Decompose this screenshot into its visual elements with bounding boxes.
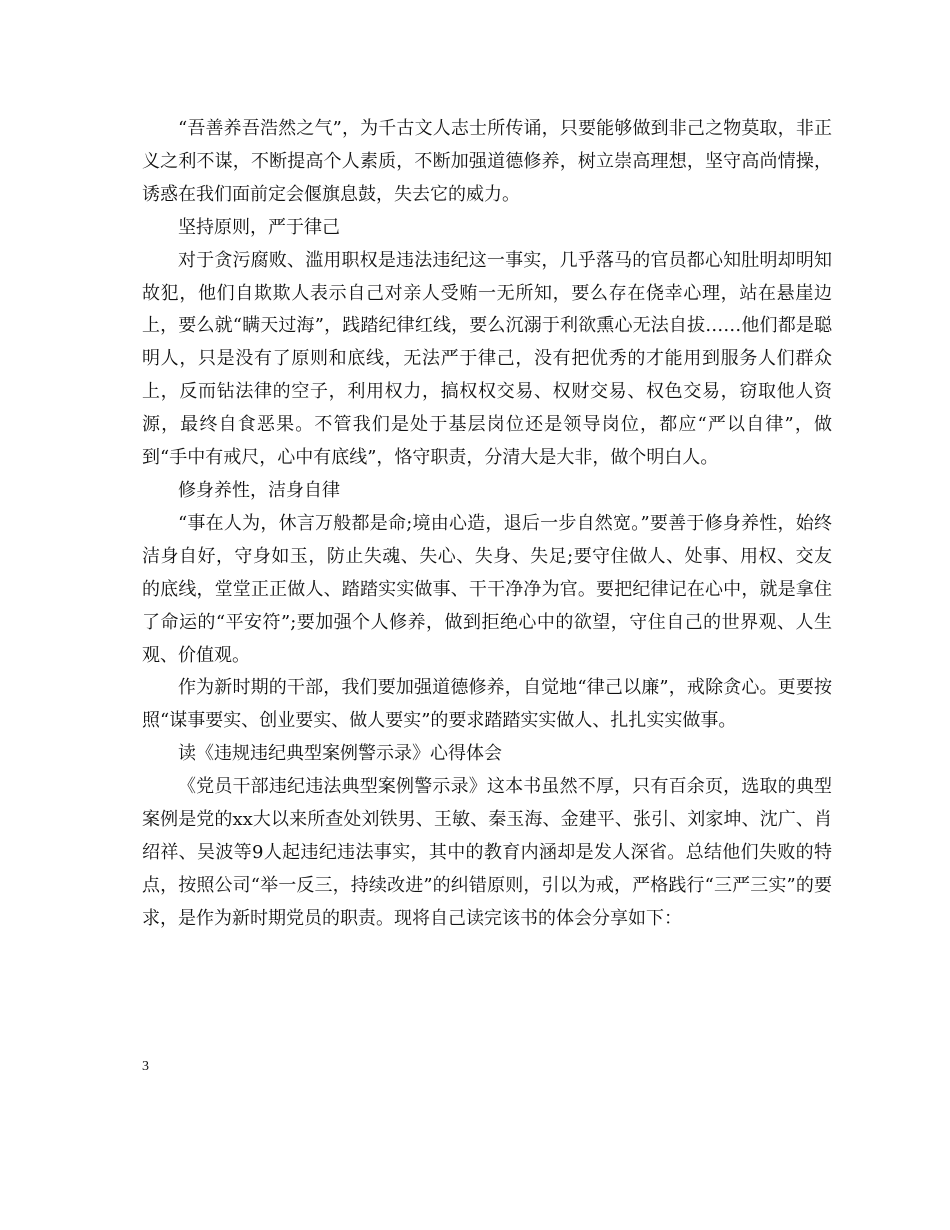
body-paragraph: “事在人为，休言万般都是命;境由心造，退后一步自然宽。”要善于修身养性，始终洁身自好，守身如玉，防止失魂、失心、失身、失足;要守住做人、处事、用权、交友的底线，堂堂正正做人、踏踏实实做事、干干净净为官。要把纪律记在心中，就是拿住了命运的“平安符”;要加强个人修养，做到拒绝心中的欲望，守住自己的世界观、人生观、价值观。 [142,512,832,666]
body-paragraph: 作为新时期的干部，我们要加强道德修养，自觉地“律己以廉”，戒除贪心。更要按照“谋事要实、创业要实、做人要实”的要求踏踏实实做人、扎扎实实做事。 [142,677,832,732]
document-body [142,113,832,936]
body-paragraph: 《党员干部违纪违法典型案例警示录》这本书虽然不厚，只有百余页，选取的典型案例是党的xx大以来所查处刘铁男、王敏、秦玉海、金建平、张引、刘家坤、沈广、肖绍祥、吴波等9人起违纪违法事实，其中的教育内涵却是发人深省。总结他们失败的特点，按照公司“举一反三，持续改进”的纠错原则，引以为戒，严格践行“三严三实”的要求，是作为新时期党员的职责。现将自己读完该书的体会分享如下： [142,776,832,929]
body-paragraph: “吾善养吾浩然之气”，为千古文人志士所传诵，只要能够做到非己之物莫取，非正义之利不谋，不断提高个人素质，不断加强道德修养，树立崇高理想，坚守高尚情操，诱惑在我们面前定会偃旗息鼓，失去它的威力。 [142,118,832,205]
body-paragraph: 对于贪污腐败、滥用职权是违法违纪这一事实，几乎落马的官员都心知肚明却明知故犯，他们自欺欺人表示自己对亲人受贿一无所知，要么存在侥幸心理，站在悬崖边上，要么就“瞒天过海”，践踏纪律红线，要么沉溺于利欲熏心无法自拔……他们都是聪明人，只是没有了原则和底线，无法严于律己，没有把优秀的才能用到服务人们群众上，反而钻法律的空子，利用权力，搞权权交易、权财交易、权色交易，窃取他人资源，最终自食恶果。不管我们是处于基层岗位还是领导岗位，都应“严以自律”，做到“手中有戒尺，心中有底线”，恪守职责，分清大是大非，做个明白人。 [142,249,832,469]
section-heading: 读《违规违纪典型案例警示录》心得体会 [178,743,502,765]
page-number: 3 [142,1059,149,1074]
section-heading: 坚持原则，严于律己 [178,216,340,238]
section-heading: 修身养性，洁身自律 [178,479,340,501]
